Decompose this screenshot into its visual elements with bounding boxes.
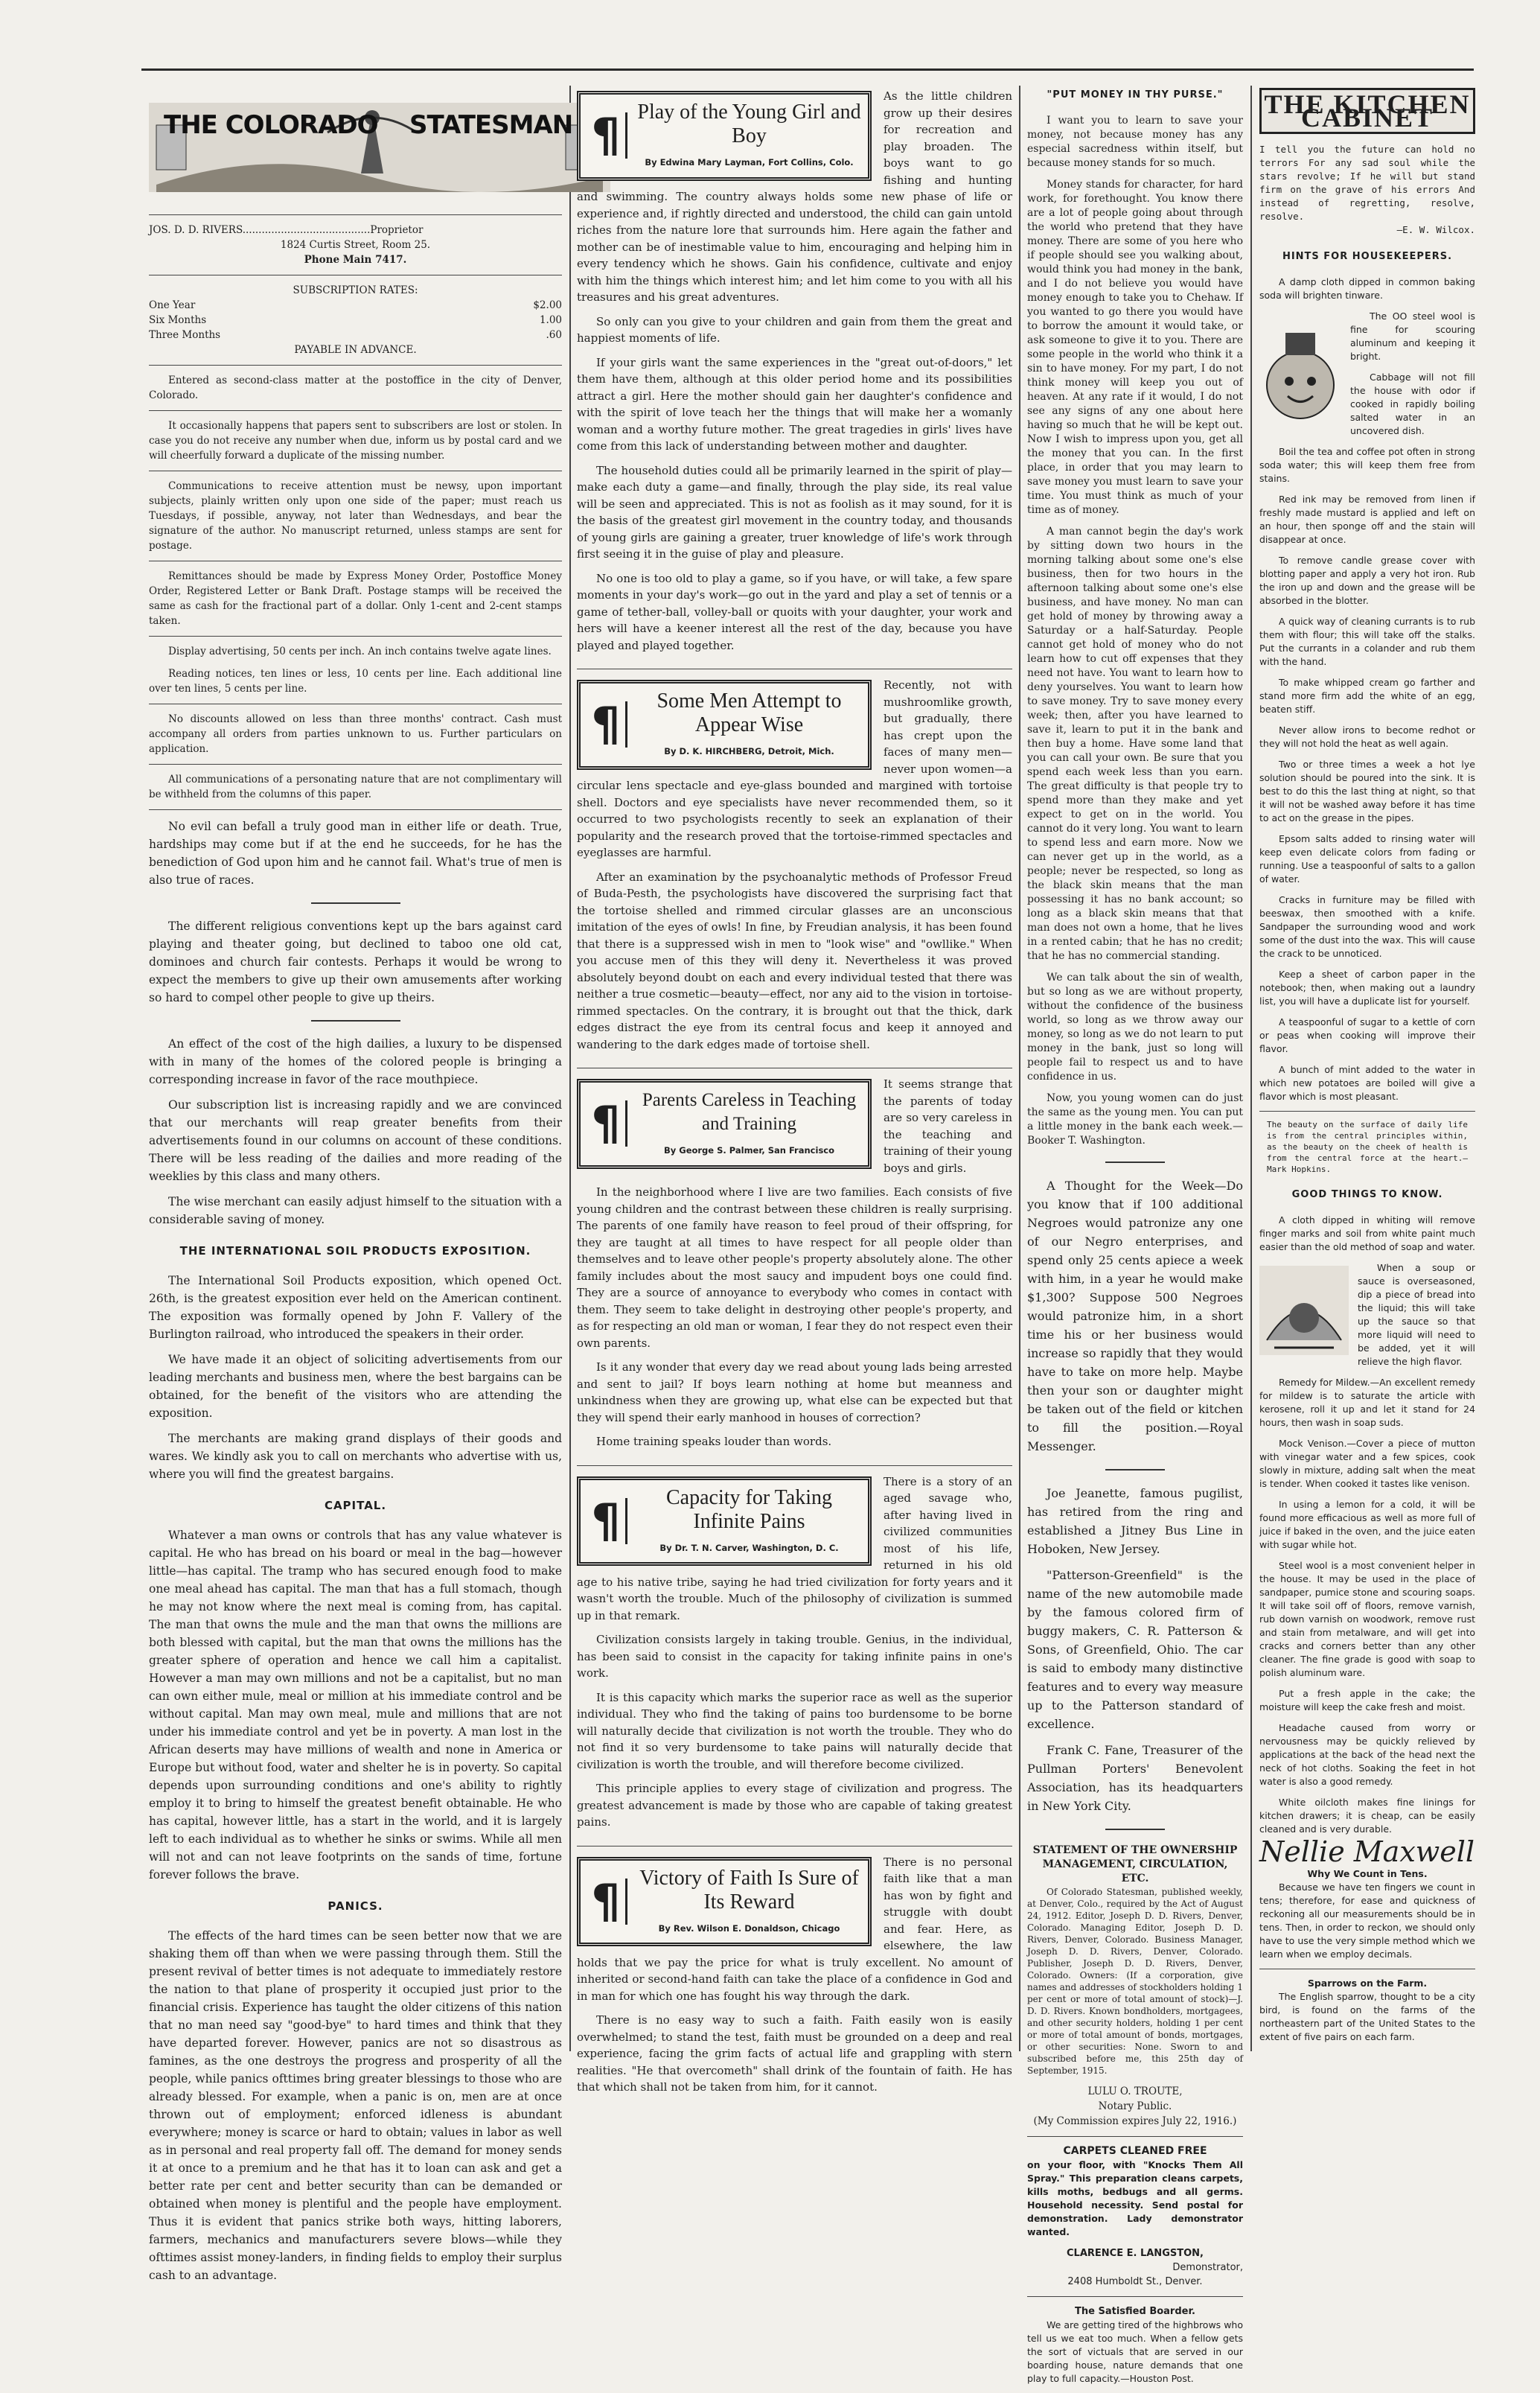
hint-paragraph: The OO steel wool is fine for scouring aluminum and keeping it bright. xyxy=(1350,310,1475,362)
article-capacity xyxy=(577,1473,1012,1838)
subscription-row xyxy=(149,328,562,342)
article-byline: By Edwina Mary Layman, Fort Collins, Colo. xyxy=(645,157,854,168)
column-1 xyxy=(149,88,573,2292)
good-paragraph: Headache caused from worry or nervousness may be quickly relieved by applications at the back of the head next the neck of hot cloths. Soaking the feet in hot water is also a good remedy. xyxy=(1259,1722,1475,1787)
pot-illustration xyxy=(1259,314,1341,426)
subscription-row xyxy=(149,298,562,313)
section-heading-hints: HINTS FOR HOUSEKEEPERS. xyxy=(1282,251,1453,262)
article-paragraph: It is this capacity which marks the superior race as well as the superior individual. They who find the taking of pains too burdensome to be borne will naturally decide that civilization is not worth the trouble. They who do not find it so very burdensome to take pains will naturally decide that civilization is worth the trouble, and will therefore become civilized. xyxy=(577,1690,1012,1771)
good-paragraph: Remedy for Mildew.—An excellent remedy for mildew is to saturate the article with kerosene, roll it up and let it stand for 24 hours, then wash in soap suds. xyxy=(1259,1377,1475,1428)
kitchen-quote: I tell you the future can hold no terrors For any sad soul while the stars revolve; If he will but stand firm on the grave of his errors And instead of regretting, resolve, resolve. xyxy=(1259,144,1475,222)
pilcrow-icon: ¶ xyxy=(587,1879,627,1925)
divider xyxy=(149,214,562,215)
hint-paragraph: Red ink may be removed from linen if freshly made mustard is applied and left on an hour, then sponge off and the stain will disappear at once. xyxy=(1259,494,1475,545)
pilcrow-icon: ¶ xyxy=(587,112,627,159)
pilcrow-icon: ¶ xyxy=(587,701,627,748)
editorial-paragraph: Whatever a man owns or controls that has any value whatever is capital. He who has bread on his board or meal in the bag—however little—has capital. The tramp who has secured enough food to make one meal ahead has capital. The man that has a full stomach, though he may not know where the next meal is coming from, has capital. The man that owns the mule and the man that owns the millions are both blessed with capital, but the man that owns the millions has the greater sphere of operation and hence we call him a capitalist. However a man may own millions and not be a capitalist, but no man can own either mule, meal or million at his immediate control and be without capital. Man may own meal, mule and millions that are not under his immediate control and yet be in poverty. A man lost in the African deserts may have millions of wealth and none in America or Europe but without food, water and shelter he is in poverty. So capital depends upon surrounding conditions and one's ability to rightly employ it to bring to himself the greatest benefit obtainable. He who has capital, however little, has a start in the world, and it is largely left to each individual as to whether he sinks or swims. While all men will not and can not leave footprints on the sands of time, fortune forever follows the brave. xyxy=(149,1529,562,1881)
article-heading-text xyxy=(636,101,862,171)
hint-paragraph: A quick way of cleaning currants is to rub them with flour; this will take off the stalks. Put the currants in a colander and rub them with the hand. xyxy=(1259,616,1475,667)
article-paragraph: In the neighborhood where I live are two families. Each consists of five young children and the contrast between these children is really surprising. The parents of one family have reason to feel proud of their offspring, for they are taught at all times to have respect for all people older than themselves and to leave other people's property absolutely alone. The other family includes about the most saucy and impudent boys one could find. They are a source of annoyance to everybody who comes in contact with them. They seem to take delight in destroying other people's property, and as for respecting an old man or woman, I fear they do not respect even their own parents. xyxy=(577,1185,1012,1350)
editorial-paragraph: An effect of the cost of the high dailies, a luxury to be dispensed with in many of the homes of the colored people is bringing a corresponding increase in favor of the race mouthpiece. xyxy=(149,1037,562,1086)
article-paragraph: So only can you give to your children and gain from them the great and happiest moments of life. xyxy=(577,314,1012,345)
divider xyxy=(149,809,562,810)
article-heading-text xyxy=(636,1867,862,1937)
subscription-price: $2.00 xyxy=(533,299,562,311)
hint-paragraph: A bunch of mint added to the water in which new potatoes are boiled will give a flavor which is most pleasant. xyxy=(1259,1064,1475,1102)
notary-name: LULU O. TROUTE, xyxy=(1087,2085,1183,2097)
article-heading-box xyxy=(577,1476,872,1567)
masthead-title-right: STATESMAN xyxy=(409,110,573,140)
divider xyxy=(149,365,562,366)
editorial-paragraph: The wise merchant can easily adjust himself to the situation with a considerable saving of money. xyxy=(149,1195,562,1226)
carpets-text: on your floor, with "Knocks Them All Spray." This preparation cleans carpets, kills moths, bedbugs and all germs. Household necessity. Send postal for demonstration. Lady demonstrator wanted. xyxy=(1027,2159,1243,2237)
article-paragraph: There is no easy way to such a faith. Faith easily won is easily overwhelmed; to stand the test, faith must be grounded on a deep and real experience, facing the grim facts of actual life and grappling with stern realities. "He that overcometh" shall drink of the fountain of faith. He has that which shall not be taken from him, for it cannot. xyxy=(577,2013,1012,2094)
notice: Communications to receive attention must be newsy, upon important subjects, plainly written only upon one side of the paper; must reach us Tuesdays, if possible, anyway, not later than Wednesdays, and bear the signature of the author. No manuscript returned, unless stamps are sent for postage. xyxy=(149,480,562,552)
pilcrow-icon: ¶ xyxy=(587,1498,627,1544)
article-play xyxy=(577,88,1012,661)
notice: It occasionally happens that papers sent to subscribers are lost or stolen. In case you do not receive any number when due, inform us by postal card and we will cheerfully forward a duplicate of the missing number. xyxy=(149,420,562,462)
section-heading-good-things: GOOD THINGS TO KNOW. xyxy=(1291,1189,1443,1200)
divider xyxy=(311,902,400,904)
good-paragraph: When a soup or sauce is overseasoned, dip a piece of bread into the liquid; this will take up the sauce so that more liquid will need to be added, yet it will relieve the high flavor. xyxy=(1358,1262,1475,1367)
money-paragraph: A man cannot begin the day's work by sitting down two hours in the morning talking about some one's else business, then for two hours in the afternoon talking about some one's else business, and have money. No man can get hold of money by throwing away a Saturday or a half-Saturday. People cannot get hold of money who do not learn how to cut off expenses that they need not have. You want to learn how to deny yourselves. You want to learn how to save money. Try to save money every week; then, after you have learned to save it, learn to put it in the bank and then buy a home. Have some land that you can call your own. Be sure that you spend each week less than you earn. The great difficulty is that people try to spend more than they make and yet expect to get on in the world. You cannot do it very long. You want to learn to spend less and earn more. Now we can never get up in the world, as a people; never be respected, so long as the black skin means that the man possessing it has no bank account; so long as a black skin means that that man does not own a home, that he lives in a rented cabin; that he has no credit; that he has no commercial standing. xyxy=(1027,526,1243,962)
article-heading-text xyxy=(636,1089,862,1159)
article-paragraph: If your girls want the same experiences in the "great out-of-doors," let them have them, although at this older period home and its possibilities attract a girl. Here the mother should gain her daughter's confidence and with the spirit of love teach her the things that will make her a womanly woman and a worthy future mother. The great tragedies in girls' lives have come from this lack of understanding between mother and daughter. xyxy=(577,355,1012,453)
boarder-text: We are getting tired of the highbrows who tell us we eat too much. When a fellow gets the sort of victuals that are served in our boarding house, nature demands that one play to full capacity.—Houston Post. xyxy=(1027,2319,1243,2384)
article-faith xyxy=(577,1854,1012,2103)
article-paragraph: This principle applies to every stage of civilization and progress. The greatest advancement is made by those who are capable of taking greatest pains. xyxy=(577,1782,1012,1829)
payable-note: PAYABLE IN ADVANCE. xyxy=(294,344,417,356)
hint-paragraph: Keep a sheet of carbon paper in the notebook; then, when making out a laundry list, you will have a duplicate list for yourself. xyxy=(1259,969,1475,1007)
notice: Reading notices, ten lines or less, 10 cents per line. Each additional line over ten lines, 5 cents per line. xyxy=(149,668,562,695)
hint-paragraph: To remove candle grease cover with blotting paper and apply a very hot iron. Rub the iron up and down and the grease will be absorbed in the blotter. xyxy=(1259,555,1475,606)
phone: Phone Main 7417. xyxy=(304,254,407,266)
column-3 xyxy=(1027,88,1243,2393)
kitchen-cabinet-title: THE KITCHEN CABINET xyxy=(1259,88,1475,134)
article-paragraph: The household duties could all be primarily learned in the spirit of play—make each duty a game—and finally, through the play side, its real value will be seen and appreciated. This is not as foolish as it may sound, for it is the basis of the greatest girl movement in the country today, and thousands of young girls are gaining a greater, truer knowledge of life's work through first seeing it in the guise of play and pleasure. xyxy=(577,463,1012,561)
masthead-title-left: THE COLORADO xyxy=(164,110,378,140)
article-heading-text xyxy=(636,1486,862,1557)
article-byline: By Dr. T. N. Carver, Washington, D. C. xyxy=(659,1542,839,1553)
subscription-heading: SUBSCRIPTION RATES: xyxy=(293,284,418,296)
author-signature: Nellie Maxwell xyxy=(1259,1835,1475,1868)
article-title: Capacity for Taking Infinite Pains xyxy=(665,1485,832,1533)
hint-paragraph: A teaspoonful of sugar to a kettle of corn or peas when cooking will improve their flavor. xyxy=(1259,1016,1475,1054)
tens-heading: Why We Count in Tens. xyxy=(1307,1868,1428,1879)
boarder-heading: The Satisfied Boarder. xyxy=(1075,2306,1195,2317)
hopkins-quote: The beauty on the surface of daily life is from the central principles within, as the beauty on the cheek of health is from the central force at the heart.—Mark Hopkins. xyxy=(1267,1120,1468,1174)
divider xyxy=(1105,1829,1165,1830)
news-item: Joe Jeanette, famous pugilist, has retired from the ring and established a Jitney Bus Line in Hoboken, New Jersey. xyxy=(1027,1486,1243,1556)
langston-name: CLARENCE E. LANGSTON, xyxy=(1067,2248,1204,2259)
article-parents xyxy=(577,1076,1012,1458)
notice: All communications of a personating nature that are not complimentary will be withheld from the columns of this paper. xyxy=(149,774,562,800)
article-paragraph: As the little children grow up their desires for recreation and play broaden. The boys want to go fishing and hunting and swimming. The country always holds some new phase of life or experience and, if rightly directed and understood, the child can gain untold riches from the nature lore that surrounds him. Here again the father and mother can be of inestimable value to him, encouraging and helping him in every tendency which he shows. Gain his confidence, cultivate and enjoy with him the things which interest him; and let him come to you with all his treasures and his great adventures. xyxy=(577,89,1012,304)
editorial-paragraph: The different religious conventions kept up the bars against card playing and theater going, but declined to taboo one old cat, dominoes and church fair contests. Perhaps it would be wrong to expect the members to give up their own amusements after working so hard to compel other people to give up theirs. xyxy=(149,920,562,1004)
editorial-paragraph: The effects of the hard times can be seen better now that we are shaking them off than when we were passing through them. Still the present revival of better times is not adequate to immediately restore the nation to that plane of prosperity it occupied just prior to the financial crisis. Experience has taught the older citizens of this nation that no man need say "good-bye" to hard times and think that they have departed forever. However, panics are not so disastrous as famines, as the one destroys the progress and prosperity of all the people, while panics ofttimes bring greater blessings to those who are already blessed. For example, when a panic is on, men are at once thrown out of employment; enforced idleness is abundant everywhere; money is scarce or hard to obtain; values in labor as well as in personal and real property fall off. The demand for money sends it at once to a premium and he that has it to loan can ask and get a better rate per cent and better security than can be demanded or obtained when money is plentiful and the people have employment. Thus it is evident that panics strike both ways, hitting laborers, farmers, mechanics and manufacturers severe blows—while they ofttimes assist money-landers, in finding fields to employ their surplus cash to an advantage. xyxy=(149,1929,562,2282)
masthead xyxy=(149,88,573,200)
article-paragraph: Recently, not with mushroomlike growth, but gradually, there has crept upon the faces of many men—never upon women—a circular lens spectacle and eye-glass bounded and margined with tortoise shell. Doctors and eye specialists have never recommended them, so it occurred to two psychologists recently to seek an explanation of their popularity and the research proved that the tortoise-rimmed spectacles and eyeglasses are harmful. xyxy=(577,678,1012,859)
section-heading-money: "PUT MONEY IN THY PURSE." xyxy=(1047,89,1224,101)
divider xyxy=(311,1020,400,1022)
sparrows-heading: Sparrows on the Farm. xyxy=(1307,1978,1428,1989)
money-paragraph: Money stands for character, for hard work, for forethought. You know there are a lot of people going about through the world who pretend that they have money. There are some of you here who if people should see you walking about, would think you had money in the bank, and I do not believe you would have money enough to take you to Chehaw. If you wanted to go there you would have to borrow the amount it would take, or ask someone to give it to you. There are some people in the world who think it a sin to have money. For my part, I do not think money will keep you out of heaven. At any rate if it would, I do not see any signs of any one about here having so much that he will be kept out. Now I wish to impress upon you, get all the money that you can. In the first place, in order that you may learn to save money you must learn to save your time. You must think as much of your time as of money. xyxy=(1027,179,1243,516)
commission-note: (My Commission expires July 22, 1916.) xyxy=(1033,2115,1237,2127)
article-paragraph: There is a story of an aged savage who, after having lived in civilized communities most of his life, returned in his old age to his native tribe, saying he had tried civilization for forty years and it wasn't worth the trouble. Much of the philosophy of civilization is summed up in that remark. xyxy=(577,1474,1012,1622)
column-2 xyxy=(577,88,1012,2103)
section-heading-capital: CAPITAL. xyxy=(324,1499,387,1512)
good-paragraph: A cloth dipped in whiting will remove finger marks and soil from white paint much easier than the old method of soap and water. xyxy=(1259,1214,1475,1252)
divider xyxy=(149,410,562,411)
subscription-row xyxy=(149,313,562,328)
money-paragraph: We can talk about the sin of wealth, but so long as we are without property, without the confidence of the business world, so long as we throw away our money, so long as we do not learn to put money in the bank, just so long will people fail to respect us and to have confidence in us. xyxy=(1027,972,1243,1083)
proprietor-line: JOS. D. D. RIVERS........................................Proprietor xyxy=(149,224,424,236)
editorial-paragraph: Our subscription list is increasing rapidly and we are convinced that our merchants will reap greater benefits from their advertisements found in our columns on account of these conditions. There will be less reading of the dailies and more reading of the weeklies by this class and many others. xyxy=(149,1098,562,1183)
notice: Display advertising, 50 cents per inch. An inch contains twelve agate lines. xyxy=(168,646,552,657)
notice: No discounts allowed on less than three months' contract. Cash must accompany all orders from parties unknown to us. Further particulars on application. xyxy=(149,713,562,755)
divider xyxy=(1105,1469,1165,1470)
divider xyxy=(1259,1111,1475,1112)
money-paragraph: Now, you young women can do just the same as the young men. You can put a little money in the bank each week.—Booker T. Washington. xyxy=(1027,1092,1243,1147)
editorial-paragraph: The International Soil Products exposition, which opened Oct. 26th, is the greatest exposition ever held on the American continent. The exposition was formally opened by John F. Vallery of the Burlington railroad, who introduced the speakers in their order. xyxy=(149,1274,562,1341)
hint-paragraph: To make whipped cream go farther and stand more firm add the white of an egg, beaten stiff. xyxy=(1259,677,1475,715)
subscription-label: Six Months xyxy=(149,314,207,326)
hint-paragraph: Cracks in furniture may be filled with beeswax, then smoothed with a knife. Sandpaper the surrounding wood and work some of the dust into the wax. This will cause the crack to be unnoticed. xyxy=(1259,894,1475,959)
article-paragraph: There is no personal faith like that a man has won by fight and struggle with doubt and fear. Here, as elsewhere, the law holds that we pay the price for what is truly excellent. No amount of inherited or second-hand faith can take the place of a confidence in God and in man for which one has fought his way through the dark. xyxy=(577,1855,1012,2003)
article-heading-box xyxy=(577,1857,872,1947)
notice: Entered as second-class matter at the postoffice in the city of Denver, Colorado. xyxy=(149,375,562,401)
divider xyxy=(1105,1162,1165,1163)
article-title: Victory of Faith Is Sure of Its Reward xyxy=(639,1866,859,1914)
divider xyxy=(1027,2136,1243,2137)
article-wise xyxy=(577,677,1012,1060)
article-paragraph: Home training speaks louder than words. xyxy=(596,1435,832,1448)
notice: Remittances should be made by Express Money Order, Postoffice Money Order, Registered Letter or Bank Draft. Postage stamps will be received the same as cash for the fractional part of a dollar. Only 1-cent and 2-cent stamps taken. xyxy=(149,570,562,627)
good-paragraph: Mock Venison.—Cover a piece of mutton with vinegar water and a few spices, cook slowly in mixture, adding salt when the meat is tender. When cooked it tastes like venison. xyxy=(1259,1438,1475,1489)
column-rule xyxy=(1019,86,1020,2051)
hint-paragraph: Epsom salts added to rinsing water will keep even delicate colors from fading or running. Use a teaspoonful of salts to a gallon of water. xyxy=(1259,833,1475,885)
ownership-text: Of Colorado Statesman, published weekly, at Denver, Colo., required by the Act of August 24, 1912. Editor, Joseph D. D. Rivers, Denver, Colorado. Managing Editor, Joseph D. D. Rivers, Denver, Colorado. Business Manager, Joseph D. D. Rivers, Denver, Colorado. Publisher, Joseph D. D. Rivers, Denver, Colorado. Owners: (If a corporation, give names and addresses of stockholders holding 1 per cent or more of total amount of stock)—J. D. D. Rivers. Known bondholders, mortgagees, and other security holders, holding 1 per cent or more of total amount of bonds, mortgages, or other securities: None. Sworn to and subscribed before me, this 25th day of September, 1915. xyxy=(1027,1887,1243,2076)
subscription-price: .60 xyxy=(546,329,562,341)
column-rule xyxy=(569,86,571,2051)
editorial-paragraph: No evil can befall a truly good man in either life or death. True, hardships may come but if at the end he succeeds, for he has the benediction of God upon him and he cannot fail. What's true of men is also true of races. xyxy=(149,820,562,887)
article-heading-text xyxy=(636,689,862,760)
carpets-heading: CARPETS CLEANED FREE xyxy=(1063,2145,1207,2157)
article-paragraph: No one is too old to play a game, so if you have, or will take, a few spare moments in your day's work—go out in the yard and play a set of tennis or a game of tether-ball, volley-ball or quoits with your daughter, your work and hers will have a keener interest all the rest of the day, because you have played and played together. xyxy=(577,571,1012,652)
subscription-price: 1.00 xyxy=(539,314,562,326)
section-heading-exposition: THE INTERNATIONAL SOIL PRODUCTS EXPOSITION. xyxy=(179,1244,531,1258)
hint-paragraph: Cabbage will not fill the house with odor if cooked in rapidly boiling salted water in an uncovered dish. xyxy=(1350,372,1475,436)
notary-title: Notary Public. xyxy=(1098,2100,1172,2112)
quote-author: —E. W. Wilcox. xyxy=(1396,224,1475,235)
article-paragraph: It seems strange that the parents of today are so very careless in the teaching and training of their young boys and girls. xyxy=(884,1077,1012,1175)
article-heading-box xyxy=(577,1079,872,1169)
good-paragraph: Put a fresh apple in the cake; the moisture will keep the cake fresh and moist. xyxy=(1259,1688,1475,1712)
address: 1824 Curtis Street, Room 25. xyxy=(280,239,431,251)
hint-paragraph: Boil the tea and coffee pot often in strong soda water; this will keep them free from stains. xyxy=(1259,446,1475,484)
good-paragraph: White oilcloth makes fine linings for kitchen drawers; it is cheap, can be easily cleaned and is very durable. xyxy=(1259,1797,1475,1835)
article-heading-box xyxy=(577,680,872,770)
tens-text: Because we have ten fingers we count in tens; therefore, for ease and quickness of reckoning all our measurements should be in tens. Then, in order to reckon, we should only have to use the very simple method which we learn when we employ decimals. xyxy=(1259,1881,1475,1960)
langston-address: 2408 Humboldt St., Denver. xyxy=(1067,2276,1203,2287)
money-paragraph: I want you to learn to save your money, not because money has any especial sacredness within itself, but because money stands for so much. xyxy=(1027,115,1243,169)
column-4 xyxy=(1259,88,1475,2051)
hint-paragraph: Two or three times a week a hot lye solution should be poured into the sink. It is best to do this the last thing at night, so that it will not be washed away before it has time to act on the grease in the pipes. xyxy=(1259,759,1475,823)
article-byline: By Rev. Wilson E. Donaldson, Chicago xyxy=(658,1922,840,1934)
article-byline: By D. K. HIRCHBERG, Detroit, Mich. xyxy=(664,746,834,756)
good-paragraph: In using a lemon for a cold, it will be found more efficacious as well as more full of juice if baked in the oven, and the juice eaten with sugar while hot. xyxy=(1259,1499,1475,1550)
pilcrow-icon: ¶ xyxy=(587,1100,627,1147)
divider xyxy=(149,636,562,637)
page-top-rule xyxy=(141,68,1474,71)
column-rule xyxy=(1250,86,1252,2051)
news-item: Frank C. Fane, Treasurer of the Pullman Porters' Benevolent Association, has its headquarters in New York City. xyxy=(1027,1743,1243,1813)
news-item: "Patterson-Greenfield" is the name of the new automobile made by the famous colored firm of buggy makers, C. R. Patterson & Sons, of Greenfield, Ohio. The car is said to embody many distinctive features and to every way measure up to the Patterson standard of excellence. xyxy=(1027,1568,1243,1731)
article-title: Parents Careless in Teaching and Training xyxy=(642,1090,857,1134)
divider xyxy=(149,764,562,765)
hint-paragraph: Never allow irons to become redhot or they will not hold the heat as well again. xyxy=(1259,724,1475,749)
divider xyxy=(1027,2296,1243,2297)
good-paragraph: Steel wool is a most convenient helper in the house. It may be used in the place of sandpaper, pumice stone and scouring soaps. It will take soil off of floors, remove varnish, rub down varnish on woodwork, remove rust and stain from metalware, and will get into cracks and corners better than any other cleaner. The fine grade is good with soap to polish aluminum ware. xyxy=(1259,1560,1475,1678)
editorial-paragraph: The merchants are making grand displays of their goods and wares. We kindly ask you to call on merchants who advertise with us, where you will find the greatest bargains. xyxy=(149,1432,562,1481)
subscription-label: One Year xyxy=(149,299,196,311)
article-byline: By George S. Palmer, San Francisco xyxy=(663,1145,835,1156)
ownership-heading: STATEMENT OF THE OWNERSHIP MANAGEMENT, CIRCULATION, ETC. xyxy=(1032,1844,1238,1884)
hint-paragraph: A damp cloth dipped in common baking soda will brighten tinware. xyxy=(1259,276,1475,301)
article-title: Some Men Attempt to Appear Wise xyxy=(656,689,842,736)
subscription-label: Three Months xyxy=(149,329,221,341)
article-paragraph: Is it any wonder that every day we read about young lads being arrested and sent to jail? If boys learn nothing at home but meanness and unkindness when they are growing up, what else can be expected but that they will spend their early manhood in houses of correction? xyxy=(577,1360,1012,1424)
article-paragraph: Civilization consists largely in taking trouble. Genius, in the individual, has been said to consist in the capacity for taking infinite pains in one's work. xyxy=(577,1633,1012,1680)
kitchen-illustration xyxy=(1259,1266,1349,1355)
thought-paragraph: A Thought for the Week—Do you know that if 100 additional Negroes would patronize any one of our Negro enterprises, and spend only 25 cents apiece a week with him, in a year he would make $1,300? Suppose 500 Negroes would patronize him, in a short time his or her business would increase so rapidly that they would have to take on more help. Maybe then your son or daughter might be taken out of the field or kitchen to fill the position.—Royal Messenger. xyxy=(1027,1179,1243,1453)
article-title: Play of the Young Girl and Boy xyxy=(637,101,861,147)
sparrows-text: The English sparrow, thought to be a city bird, is found on the farms of the northeastern part of the United States to the extent of five pairs on each farm. xyxy=(1259,1991,1475,2042)
langston-title: Demonstrator, xyxy=(1172,2262,1243,2273)
article-paragraph: After an examination by the psychoanalytic methods of Professor Freud of Buda-Pesth, the psychologists have discovered the surprising fact that the tortoise shelled and rimmed circular glasses are an unconscious imitation of the eyes of owls! In fine, by Freudian analysis, it has been found that there is a suppressed wish in men to "look wise" and "owllike." When you accuse men of this they will deny it. Nevertheless it was proved absolutely beyond doubt on each and every individual tested that there was neither a true cosmetic—beauty—effect, nor any aid to the vision in tortoise-rimmed spectacles. On the contrary, it is brought out that the thick, dark edges distract the eye from its central focus and keep it annoyed and wandering to the dark edges made of tortoise shell. xyxy=(577,870,1012,1051)
divider xyxy=(577,1465,1012,1466)
editorial-paragraph: We have made it an object of soliciting advertisements from our leading merchants and business men, where the best bargains can be obtained, for the benefit of the visitors who are attending the exposition. xyxy=(149,1353,562,1420)
article-heading-box xyxy=(577,91,872,181)
section-heading-panics: PANICS. xyxy=(328,1899,383,1913)
